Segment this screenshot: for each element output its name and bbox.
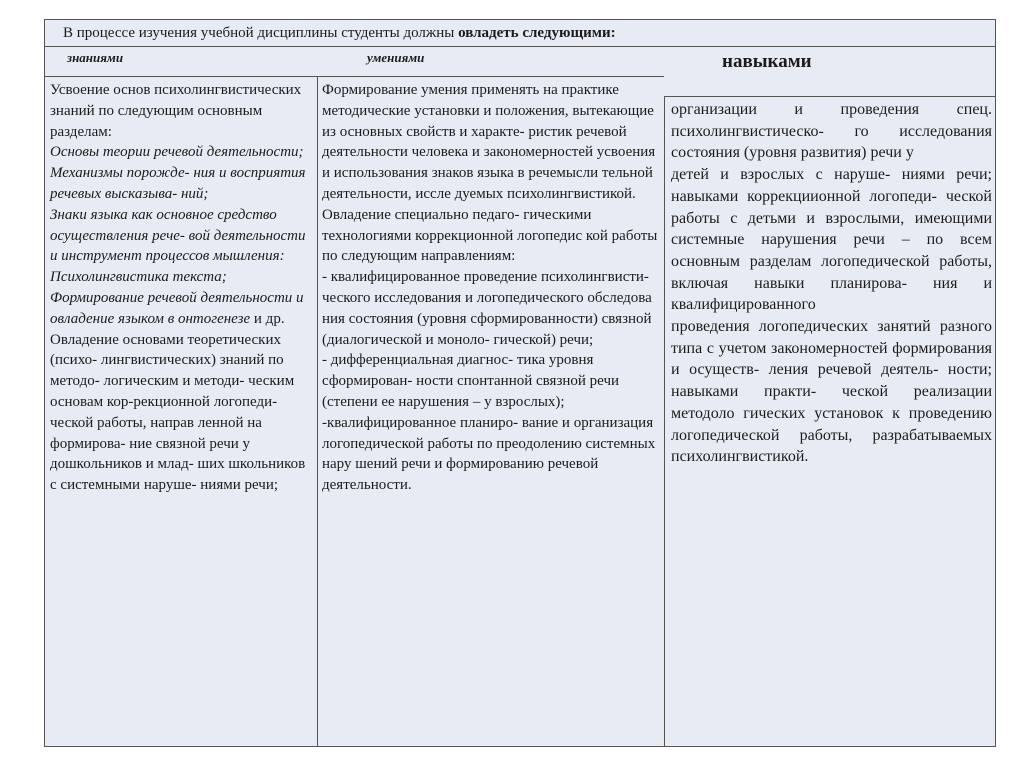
column-abilities: [664, 96, 995, 746]
knowledge-item-2: Механизмы порожде- ния и восприятия речевых высказыва- ний;: [50, 165, 306, 202]
skills-p2: Овладение специально педаго- гическими технологиями коррекционной логопедис кой работы по следующим направлениям:: [322, 206, 658, 265]
abilities-p2: детей и взрослых с наруше- ниями речи; навыками коррекциионной логопеди- ческой работы с детьми и взрослыми, имеющими системные нарушения речи – по всем основным разделам логопедической работы, включая навыки планирова- ния и квалифицированного: [671, 166, 992, 314]
knowledge-intro: Усвоение основ психолингвистических знаний по следующим основным разделам:: [50, 82, 302, 140]
knowledge-item-1: Основы теории речевой деятельности;: [50, 144, 304, 161]
competency-table: [44, 19, 996, 747]
column-knowledge: [45, 76, 317, 746]
skills-p5: -квалифицированное планиро- вание и организация логопедической работы по преодолению системных нару шений речи и формированию речевой деятельности.: [322, 414, 656, 494]
table-title: [45, 20, 995, 47]
title-bold-word: овладеть: [458, 25, 519, 41]
title-text: В процессе изучения учебной дисциплины студенты должны: [63, 25, 459, 41]
skills-p3: - квалифицированное проведение психолингвисти- ческого исследования и логопедического обследова ния состояния (уровня сформированности) связной (диалогической и моноло- гической) речи;: [322, 269, 652, 348]
knowledge-item-5: [50, 288, 313, 330]
knowledge-item-4: Психолингвистика текста;: [50, 269, 227, 286]
knowledge-item-3: Знаки языка как основное средство осуществления рече- вой деятельности и инструмент процессов мышления:: [50, 206, 306, 265]
column-skills: [317, 76, 664, 746]
knowledge-outro: Овладение основами теоретических (психо- лингвистических) знаний по методо- логическим и методи- ческим основам кор-рекционной логопеди- ческой работы, направ ленной на формирова- ние связной речи у дошкольников и млад- ших школьников с системными наруше- ниями речи;: [50, 331, 306, 494]
header-skills: умениями: [367, 50, 425, 65]
skills-p4: - дифференциальная диагнос- тика уровня сформирован- ности спонтанной связной речи (степени ее нарушения – у взрослых);: [322, 352, 620, 410]
header-knowledge: знаниями: [67, 50, 124, 65]
knowledge-item-5-tail: и др.: [250, 310, 285, 327]
abilities-p3: проведения логопедических занятий разного типа с учетом закономерностей формирования и осуществ- ления речевой деятель- ности; навыками практи- ческой реализации методоло гических установок к проведению логопедической работы, разрабатываемых психолингвистикой.: [671, 318, 992, 466]
skills-p1: Формирование умения применять на практике методические установки и положения, вытекающие из основных свойств и характе- ристик речевой деятельности человека и закономерностей усвоения и использования знаков языка в речемысли тельной деятельности, иссле дуемых психолингвистикой.: [322, 82, 656, 202]
knowledge-item-5-text: Формирование речевой деятельности и овладение языком в онтогенезе: [50, 289, 304, 327]
header-abilities: навыками: [722, 51, 812, 72]
abilities-p1: организации и проведения спец. психолингвистическо- го исследования состояния (уровня развития) речи у: [671, 101, 992, 162]
title-suffix: следующими:: [518, 25, 616, 41]
